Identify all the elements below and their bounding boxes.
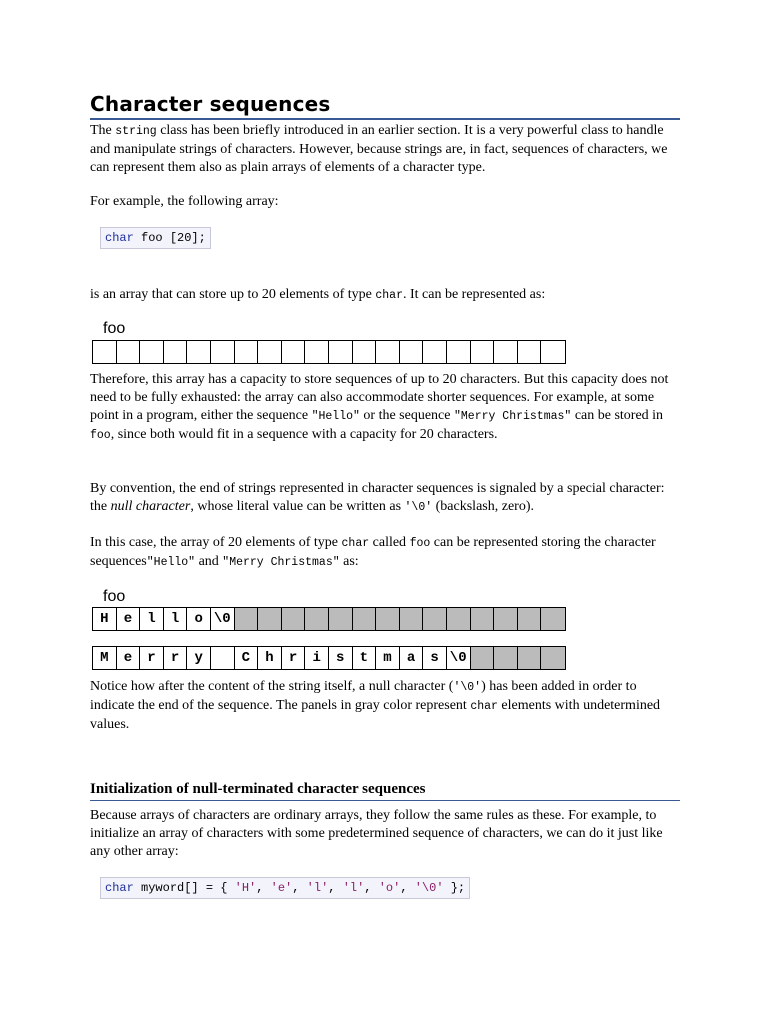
array-cell xyxy=(471,608,495,630)
array-cell xyxy=(329,608,353,630)
array-cell xyxy=(518,341,542,363)
array-cell xyxy=(282,608,306,630)
capacity-paragraph: Therefore, this array has a capacity to store sequences of up to 20 characters. But this capacity does not need to be fully exhausted: the array can also accommodate shorter sequences. For example, at some point in a program, either the sequence "Hello" or the sequence "Merry Christmas" can be stored in foo, since both would fit in a sequence with a capacity for 20 characters. xyxy=(90,372,669,442)
array-cell xyxy=(541,341,565,363)
array-cell: o xyxy=(187,608,211,630)
example-paragraph: For example, the following array: xyxy=(90,194,279,209)
array-cell: t xyxy=(353,647,377,669)
array-cell xyxy=(376,608,400,630)
array-cell xyxy=(541,647,565,669)
array-cell xyxy=(93,341,117,363)
array-cell xyxy=(235,341,259,363)
array-cell xyxy=(376,341,400,363)
array-cell xyxy=(329,341,353,363)
array-cell: C xyxy=(235,647,259,669)
array-cell: \0 xyxy=(211,608,235,630)
initialization-paragraph: Because arrays of characters are ordinary arrays, they follow the same rules as these. For example, to initialize an array of characters with some predetermined sequence of characters, we can do it just like any other array: xyxy=(90,808,663,859)
array-cell xyxy=(447,608,471,630)
merry-christmas-array-diagram xyxy=(92,646,566,670)
array-cell xyxy=(258,341,282,363)
code-block-declaration: char foo [20]; xyxy=(100,227,211,249)
array-cell: l xyxy=(140,608,164,630)
page-title: Character sequences xyxy=(90,92,331,116)
array-cell xyxy=(494,341,518,363)
array-cell: s xyxy=(329,647,353,669)
array-cell xyxy=(211,341,235,363)
inline-code: string xyxy=(115,125,157,138)
array-cell xyxy=(140,341,164,363)
array-cell xyxy=(258,608,282,630)
array-cell xyxy=(494,608,518,630)
array-cell: e xyxy=(117,647,141,669)
code-block-initialization: char myword[] = { 'H', 'e', 'l', 'l', 'o', '\0' }; xyxy=(100,877,470,899)
array-cell xyxy=(423,341,447,363)
array-cell xyxy=(353,341,377,363)
array-cell: m xyxy=(376,647,400,669)
array-cell xyxy=(518,647,542,669)
array-cell xyxy=(211,647,235,669)
array-cell xyxy=(235,608,259,630)
array-cell: s xyxy=(423,647,447,669)
array-cell xyxy=(305,608,329,630)
representation-paragraph: In this case, the array of 20 elements of type char called foo can be represented storing the character sequences"Hello" and "Merry Christmas" as: xyxy=(90,535,656,569)
array-cell xyxy=(447,341,471,363)
array-cell: l xyxy=(164,608,188,630)
array-cell xyxy=(400,608,424,630)
array-cell: r xyxy=(164,647,188,669)
array-label: foo xyxy=(103,320,126,337)
empty-array-diagram xyxy=(92,340,566,364)
intro-paragraph: The string class has been briefly introduced in an earlier section. It is a very powerful class to handle and manipulate strings of characters. However, because strings are, in fact, sequences of characters, we can represent them also as plain arrays of elements of a character type. xyxy=(90,123,668,175)
section-heading: Initialization of null-terminated character sequences xyxy=(90,781,426,797)
array-cell: y xyxy=(187,647,211,669)
array-cell xyxy=(117,341,141,363)
array-cell: r xyxy=(282,647,306,669)
section-underline xyxy=(90,800,680,801)
array-cell xyxy=(353,608,377,630)
array-cell xyxy=(494,647,518,669)
array-cell xyxy=(471,341,495,363)
array-cell: M xyxy=(93,647,117,669)
null-notice-paragraph: Notice how after the content of the string itself, a null character ('\0') has been added in order to indicate the end of the sequence. The panels in gray color represent char elements with undetermined values. xyxy=(90,679,661,732)
array-cell: e xyxy=(117,608,141,630)
array-cell: h xyxy=(258,647,282,669)
array-cell xyxy=(471,647,495,669)
array-cell: i xyxy=(305,647,329,669)
array-cell xyxy=(164,341,188,363)
array-cell: r xyxy=(140,647,164,669)
array-cell xyxy=(305,341,329,363)
array-cell xyxy=(187,341,211,363)
array-cell xyxy=(541,608,565,630)
array-cell: a xyxy=(400,647,424,669)
array-cell xyxy=(282,341,306,363)
title-underline xyxy=(90,118,680,120)
array-cell xyxy=(518,608,542,630)
array-cell: H xyxy=(93,608,117,630)
hello-array-diagram xyxy=(92,607,566,631)
array-cell xyxy=(423,608,447,630)
null-character-paragraph: By convention, the end of strings represented in character sequences is signaled by a special character: the null character, whose literal value can be written as '\0' (backslash, zero). xyxy=(90,481,665,514)
array-label-2: foo xyxy=(103,588,126,605)
array-cell xyxy=(400,341,424,363)
array-cell: \0 xyxy=(447,647,471,669)
array-description-paragraph: is an array that can store up to 20 elements of type char. It can be represented as: xyxy=(90,287,546,302)
